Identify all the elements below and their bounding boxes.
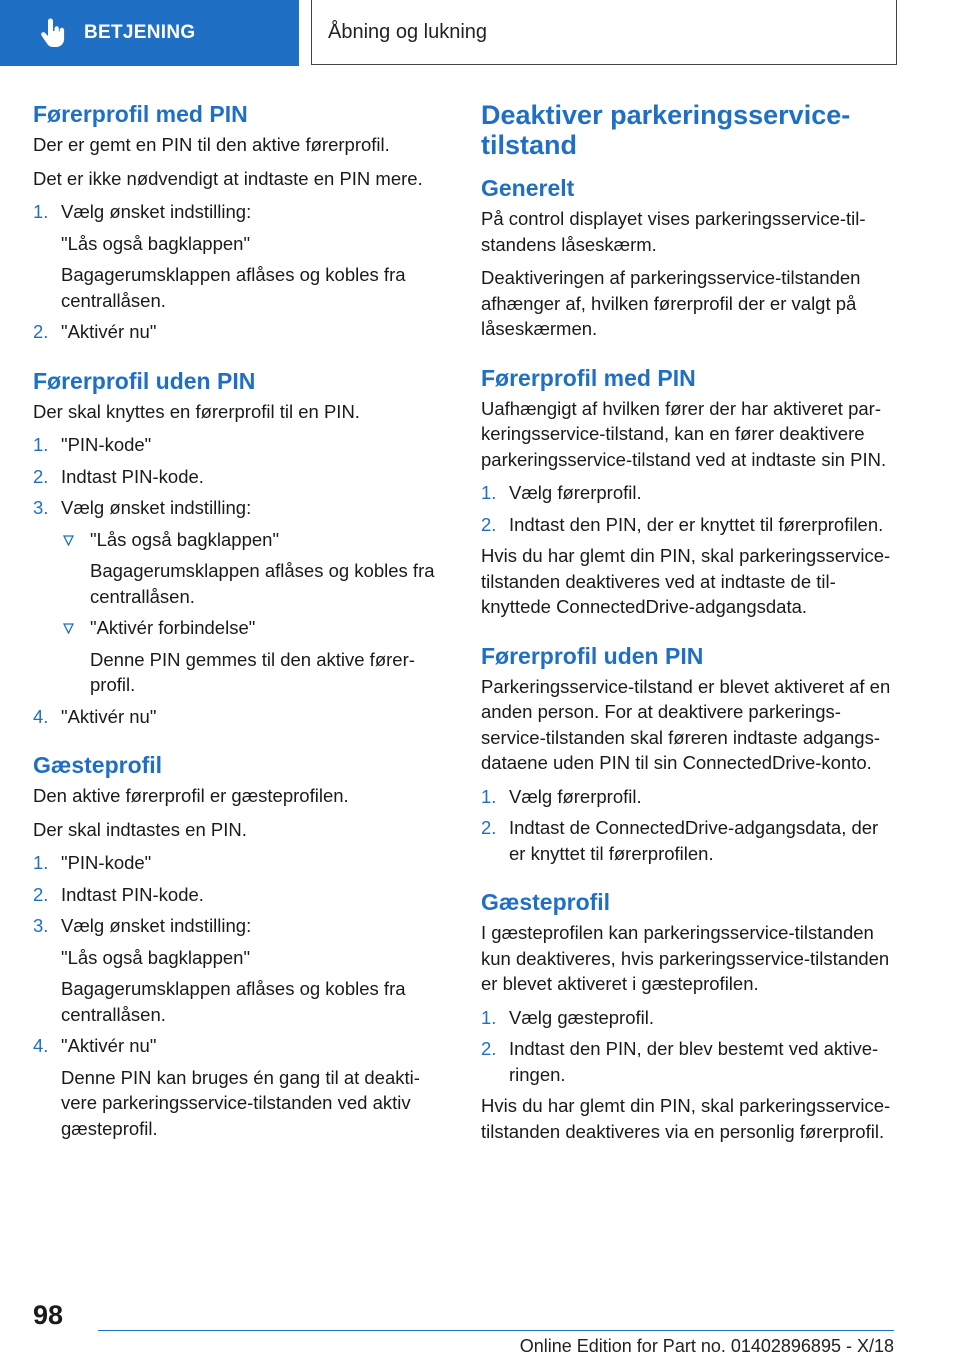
list-subtext: Bagagerumsklappen aflåses og kobles fra centrallåsen. [61, 264, 406, 311]
list-number: 1. [33, 852, 49, 873]
paragraph: Hvis du har glemt din PIN, skal parkeringsservice-tilstanden deaktiveres via en personlig førerprofil. [481, 1095, 891, 1142]
paragraph: Der er gemt en PIN til den aktive førerprofil. [33, 134, 390, 155]
section-driver-profile-with-pin [481, 364, 896, 620]
section-guest-profile [33, 751, 443, 1141]
list-item [33, 432, 443, 458]
section-driver-profile-without-pin [481, 642, 896, 867]
section-label: BETJENING [84, 22, 196, 43]
bullet-text: "Lås også bagklappen" [90, 528, 280, 550]
list-number: 1. [481, 1006, 497, 1028]
section-guest-profile [481, 888, 896, 1144]
list-number: 3. [33, 915, 49, 936]
list-number: 2. [33, 883, 49, 905]
page-header [0, 0, 960, 66]
list-text: "Aktivér nu" [61, 1035, 157, 1056]
list-item [33, 882, 443, 908]
list-item [481, 1005, 896, 1031]
page-title: Åbning og lukning [328, 20, 488, 43]
section-heading: Førerprofil med PIN [481, 364, 696, 391]
list-text: Vælg ønsket indstilling: [61, 201, 252, 222]
page-number: 98 [33, 1300, 64, 1330]
section-heading: Førerprofil uden PIN [481, 642, 704, 669]
paragraph: Hvis du har glemt din PIN, skal parkeringsservice-tilstanden deaktiveres ved at indtaste de tilknyttede ConnectedDrive-adgangsdata. [481, 545, 891, 617]
list-text: Indtast de ConnectedDrive-adgangsdata, der er knyttet til førerprofilen. [509, 817, 879, 864]
list-subtext: Denne PIN kan bruges én gang til at deaktivere parkeringsservice-tilstanden ved aktiv gæsteprofil. [61, 1066, 420, 1139]
section-tab [0, 0, 299, 66]
list-text: Vælg ønsket indstilling: [61, 915, 252, 936]
list-number: 4. [33, 1035, 49, 1056]
list-item [33, 850, 443, 876]
list-number: 3. [33, 497, 49, 518]
list-number: 1. [33, 201, 49, 222]
list-number: 2. [481, 817, 497, 838]
section-general [481, 174, 896, 342]
bullet-item [61, 527, 443, 610]
paragraph: På control displayet vises parkeringsservice-tilstandens låseskærm. [481, 208, 866, 255]
section-heading: Førerprofil uden PIN [33, 367, 256, 394]
list-text: Vælg ønsket indstilling: [61, 497, 252, 518]
section-driver-profile-with-pin [33, 100, 443, 345]
list-item [481, 815, 896, 866]
bullet-subtext: Bagagerumsklappen aflåses og kobles fra centrallåsen. [90, 560, 435, 607]
paragraph: I gæsteprofilen kan parkeringsservice-tilstanden kun deaktiveres, hvis parkeringsservice-tilstanden er blevet aktiveret i gæsteprofilen. [481, 922, 890, 994]
list-text: Vælg førerprofil. [509, 482, 642, 503]
list-item [33, 495, 443, 698]
list-text: "Aktivér nu" [61, 705, 157, 727]
list-text: Vælg gæsteprofil. [509, 1006, 654, 1028]
triangle-bullet-icon [63, 623, 74, 634]
list-item [33, 913, 443, 1027]
triangle-bullet-icon [63, 535, 74, 546]
section-heading: Gæsteprofil [481, 889, 611, 915]
list-number: 2. [481, 1038, 497, 1059]
right-column [481, 100, 896, 1166]
list-text: "PIN-kode" [61, 434, 152, 455]
list-number: 2. [33, 465, 49, 487]
list-item [33, 1033, 443, 1141]
list-item [481, 512, 896, 538]
page-title-box [311, 0, 897, 65]
bullet-subtext: Denne PIN gemmes til den aktive førerprofil. [90, 648, 415, 695]
list-number: 1. [481, 482, 497, 503]
list-text: "Aktivér nu" [61, 321, 157, 342]
list-item [481, 480, 896, 506]
list-item [481, 1036, 896, 1087]
list-text: Indtast PIN-kode. [61, 465, 204, 487]
list-number: 1. [33, 434, 49, 455]
list-item [33, 319, 443, 345]
list-text: Indtast den PIN, der blev bestemt ved aktiveringen. [509, 1038, 879, 1085]
section-heading: Førerprofil med PIN [33, 101, 248, 127]
section-driver-profile-without-pin [33, 367, 443, 730]
hand-pointer-icon [40, 18, 66, 48]
chapter-title: Deaktiver parkeringsservice-tilstand [481, 100, 851, 160]
paragraph: Der skal knyttes en førerprofil til en PIN. [33, 400, 360, 422]
list-item [33, 199, 443, 313]
bullet-text: "Aktivér forbindelse" [90, 617, 256, 638]
list-item [481, 784, 896, 810]
paragraph: Det er ikke nødvendigt at indtaste en PIN mere. [33, 167, 423, 189]
list-item [33, 704, 443, 730]
list-text: Vælg førerprofil. [509, 785, 642, 807]
list-number: 2. [481, 513, 497, 535]
paragraph: Parkeringsservice-tilstand er blevet aktiveret af en anden person. For at deaktivere parkeringsservice-tilstanden skal føreren indtaste adgangsdataene uden PIN til sin ConnectedDrive-konto. [481, 675, 891, 773]
list-subtext: "Lås også bagklappen" [61, 946, 251, 968]
section-heading: Generelt [481, 175, 575, 201]
list-text: Indtast den PIN, der er knyttet til førerprofilen. [509, 513, 884, 535]
list-number: 2. [33, 321, 49, 342]
section-heading: Gæsteprofil [33, 752, 163, 778]
list-subtext: Bagagerumsklappen aflåses og kobles fra centrallåsen. [61, 978, 406, 1025]
paragraph: Den aktive førerprofil er gæsteprofilen. [33, 785, 349, 806]
list-item [33, 464, 443, 490]
footer-edition: Online Edition for Part no. 01402896895 - X/18 [519, 1336, 894, 1356]
footer-divider [98, 1330, 894, 1331]
paragraph: Der skal indtastes en PIN. [33, 818, 247, 840]
bullet-item [61, 615, 443, 698]
paragraph: Uafhængigt af hvilken fører der har aktiveret parkeringsservice-tilstand, kan en fører deaktivere parkeringsservice-tilstand ved at indtaste sin PIN. [481, 397, 887, 470]
list-text: "PIN-kode" [61, 852, 152, 873]
list-text: Indtast PIN-kode. [61, 883, 204, 905]
list-number: 1. [481, 785, 497, 807]
list-subtext: "Lås også bagklappen" [61, 232, 251, 254]
list-number: 4. [33, 705, 49, 727]
paragraph: Deaktiveringen af parkeringsservice-tilstanden afhænger af, hvilken førerprofil der er valgt på låseskærmen. [481, 267, 861, 339]
left-column [33, 100, 443, 1163]
